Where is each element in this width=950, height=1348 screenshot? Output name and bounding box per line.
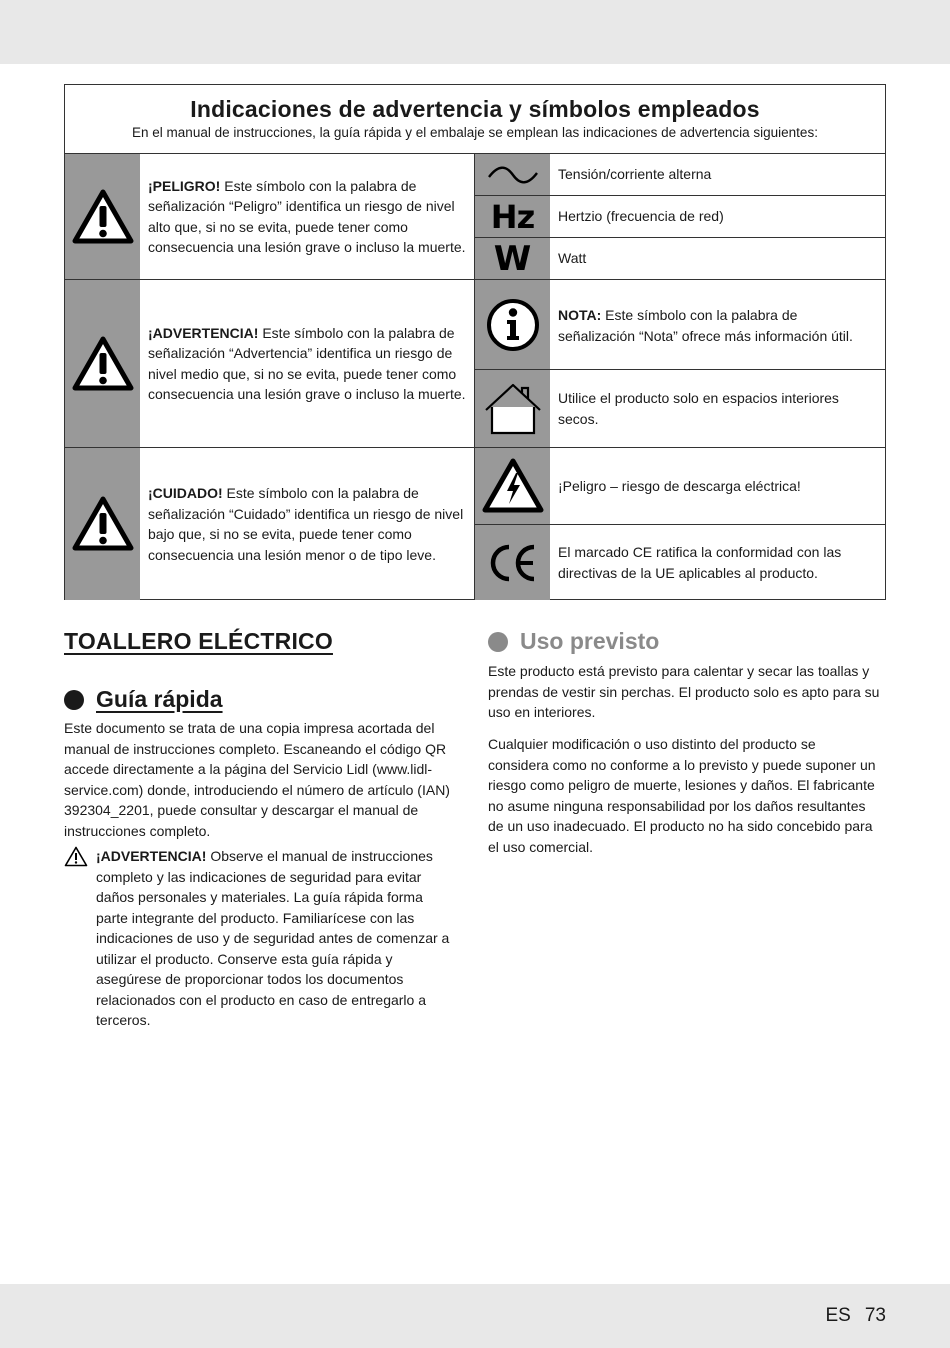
- indoor-house-icon: [483, 382, 543, 436]
- nota-text: Este símbolo con la palabra de señalización “Nota” ofrece más información útil.: [558, 307, 853, 344]
- guia-heading: [64, 686, 223, 713]
- warning-triangle-icon: [72, 189, 134, 245]
- uso-paragraph-2: Cualquier modificación o uso distinto del producto se considera como no conforme a lo previsto y puede suponer un riesgo como peligro de muerte, lesiones y daños. El fabricante no asume ninguna responsabilidad por los daños resultantes de un uso inadecuado. El producto no ha sido concebido para el uso comercial.: [488, 736, 876, 855]
- ce-mark-icon: [487, 543, 539, 583]
- alternating-current-icon: [486, 165, 540, 185]
- hertz-icon: Hz: [490, 197, 535, 236]
- table-row-nota: [475, 280, 885, 370]
- uso-paragraph-1: Este producto está previsto para calentar y secar las toallas y prendas de vestir sin perchas. El producto solo es apto para su uso en interiores.: [488, 663, 880, 720]
- bottom-band: [0, 1284, 950, 1348]
- uso-title: Uso previsto: [520, 628, 660, 654]
- table-left-column: [65, 154, 475, 600]
- ce-text: El marcado CE ratifica la conformidad con las directivas de la UE aplicables al producto.: [558, 544, 842, 581]
- table-row-electric: [475, 448, 885, 525]
- table-row-peligro: [65, 154, 474, 280]
- advertencia-text: Este símbolo con la palabra de señalización “Advertencia” identifica un riesgo de nivel medio que, si no se evita, puede tener como consecuencia una lesión grave o incluso la muerte.: [148, 324, 466, 402]
- table-row-ce: [475, 525, 885, 600]
- footer-lang: ES: [825, 1305, 851, 1326]
- hz-text: Hertzio (frecuencia de red): [558, 208, 724, 225]
- ac-text: Tensión/corriente alterna: [558, 166, 712, 183]
- table-row-hz: [475, 196, 885, 238]
- advertencia-label: ¡ADVERTENCIA!: [148, 324, 259, 341]
- cuidado-text: Este símbolo con la palabra de señalización “Cuidado” identifica un riesgo de nivel bajo que, si no se evita, puede tener como consecuencia una lesión menor o de tipo leve.: [148, 485, 464, 563]
- watt-text: Watt: [558, 250, 587, 267]
- table-header: [65, 85, 885, 154]
- indoor-text: Utilice el producto solo en espacios interiores secos.: [558, 390, 839, 427]
- guia-warning: [64, 846, 454, 1031]
- peligro-text: Este símbolo con la palabra de señalización “Peligro” identifica un riesgo de nivel alto que, si no se evita, puede tener como consecuencia una lesión grave o incluso la muerte.: [148, 177, 466, 255]
- page-footer: [812, 1305, 887, 1327]
- uso-heading: [488, 628, 659, 655]
- top-band: [0, 0, 950, 64]
- table-row-cuidado: [65, 448, 474, 600]
- table-title: Indicaciones de advertencia y símbolos empleados: [190, 96, 760, 122]
- guia-paragraph: Este documento se trata de una copia impresa acortada del manual de instrucciones completo. Escaneando el código QR accede directamente a la página del Servicio Lidl (www.lidl-service.com) donde, introduciendo el número de artículo (IAN) 392304_2201, puede consultar y descargar el manual de instrucciones completo.: [64, 720, 450, 839]
- warning-symbols-table: [64, 84, 886, 600]
- peligro-label: ¡PELIGRO!: [148, 177, 221, 194]
- guia-warning-label: ¡ADVERTENCIA!: [96, 848, 207, 864]
- warning-triangle-icon: [72, 336, 134, 392]
- electric-text: ¡Peligro – riesgo de descarga eléctrica!: [558, 478, 801, 494]
- electric-shock-icon: [482, 458, 544, 514]
- warning-triangle-icon: [72, 496, 134, 552]
- main-title: TOALLERO ELÉCTRICO: [64, 628, 333, 654]
- warning-triangle-icon: [64, 846, 88, 867]
- table-subtitle: En el manual de instrucciones, la guía rápida y el embalaje se emplean las indicaciones de advertencia siguientes:: [132, 125, 818, 140]
- info-icon: [486, 298, 540, 352]
- table-row-indoor: [475, 370, 885, 448]
- nota-label: NOTA:: [558, 307, 602, 323]
- watt-icon: W: [493, 238, 532, 279]
- table-row-watt: [475, 238, 885, 280]
- page-number: 73: [864, 1305, 886, 1326]
- cuidado-label: ¡CUIDADO!: [148, 485, 223, 501]
- guia-warning-text: Observe el manual de instrucciones completo y las indicaciones de seguridad para evitar daños personales y materiales. La guía rápida forma parte integrante del producto. Familiarícese con las indicaciones de uso y de seguridad antes de comenzar a utilizar el producto. Conserve esta guía rápida y asegúrese de proporcionar todos los documentos relacionados con el producto en caso de entregarlo a terceros.: [96, 848, 450, 1028]
- guia-title: Guía rápida: [96, 686, 223, 712]
- table-row-ac: [475, 154, 885, 196]
- bullet-icon: [64, 690, 84, 710]
- table-right-column: [475, 154, 885, 600]
- bullet-icon: [488, 632, 508, 652]
- table-row-advertencia: [65, 280, 474, 448]
